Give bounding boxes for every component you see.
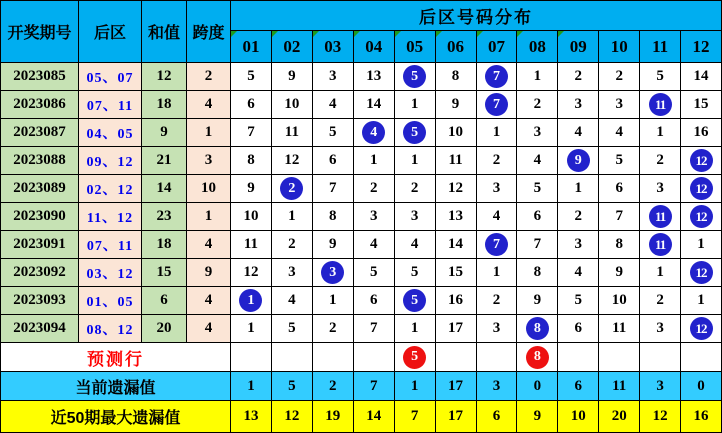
span-cell: 3 (187, 147, 231, 175)
drawn-number-ball: 12 (690, 149, 713, 172)
col-header-period: 开奖期号 (1, 1, 79, 63)
span-cell: 10 (187, 175, 231, 203)
distribution-cell: 1 (640, 119, 681, 147)
current-omission-cell: 0 (517, 372, 558, 401)
distribution-cell: 8 (517, 259, 558, 287)
number-column-header-10: 10 (599, 31, 640, 63)
max-omission-cell: 10 (558, 401, 599, 433)
number-column-header-07: 07 (477, 31, 518, 63)
distribution-cell (681, 315, 722, 343)
drawn-number-ball: 5 (403, 121, 426, 144)
max-omission-label: 近50期最大遗漏值 (1, 401, 231, 433)
distribution-cell: 10 (436, 119, 477, 147)
distribution-cell: 9 (231, 175, 272, 203)
distribution-cell: 3 (395, 203, 436, 231)
back-numbers-cell: 03、12 (79, 259, 142, 287)
distribution-cell: 10 (599, 287, 640, 315)
distribution-cell: 3 (599, 91, 640, 119)
distribution-cell: 2 (354, 175, 395, 203)
distribution-cell: 6 (558, 315, 599, 343)
distribution-cell: 7 (354, 315, 395, 343)
distribution-cell: 10 (231, 203, 272, 231)
drawn-number-ball: 7 (485, 233, 508, 256)
period-cell: 2023086 (1, 91, 79, 119)
distribution-cell: 17 (436, 315, 477, 343)
distribution-cell: 1 (231, 315, 272, 343)
prediction-row-label: 预测行 (1, 343, 231, 372)
sum-cell: 23 (142, 203, 187, 231)
distribution-cell (272, 175, 313, 203)
sum-cell: 6 (142, 287, 187, 315)
distribution-cell: 4 (313, 91, 354, 119)
distribution-cell: 11 (436, 147, 477, 175)
distribution-cell: 3 (640, 315, 681, 343)
distribution-cell: 6 (517, 203, 558, 231)
drawn-number-ball: 11 (649, 205, 672, 228)
prediction-cell (354, 343, 395, 372)
distribution-cell (354, 119, 395, 147)
period-cell: 2023085 (1, 63, 79, 91)
prediction-cell (272, 343, 313, 372)
number-column-header-06: 06 (436, 31, 477, 63)
distribution-cell: 5 (354, 259, 395, 287)
current-omission-cell: 7 (354, 372, 395, 401)
distribution-cell: 13 (436, 203, 477, 231)
distribution-cell: 10 (272, 91, 313, 119)
distribution-cell: 4 (354, 231, 395, 259)
distribution-cell: 1 (477, 259, 518, 287)
distribution-cell: 3 (477, 315, 518, 343)
max-omission-cell: 7 (395, 401, 436, 433)
distribution-cell: 4 (272, 287, 313, 315)
max-omission-cell: 13 (231, 401, 272, 433)
distribution-cell: 4 (599, 119, 640, 147)
distribution-cell: 3 (477, 175, 518, 203)
distribution-cell: 1 (681, 287, 722, 315)
distribution-cell: 6 (231, 91, 272, 119)
period-cell: 2023092 (1, 259, 79, 287)
distribution-cell (640, 203, 681, 231)
distribution-cell (231, 287, 272, 315)
current-omission-cell: 3 (640, 372, 681, 401)
col-header-sum: 和值 (142, 1, 187, 63)
distribution-cell: 15 (681, 91, 722, 119)
back-numbers-cell: 11、12 (79, 203, 142, 231)
distribution-cell: 13 (354, 63, 395, 91)
current-omission-label: 当前遗漏值 (1, 372, 231, 401)
sum-cell: 18 (142, 91, 187, 119)
distribution-cell (395, 63, 436, 91)
distribution-cell (517, 315, 558, 343)
distribution-cell: 5 (517, 175, 558, 203)
distribution-cell: 2 (395, 175, 436, 203)
distribution-cell: 6 (313, 147, 354, 175)
distribution-cell: 16 (681, 119, 722, 147)
distribution-cell: 1 (517, 63, 558, 91)
back-numbers-cell: 07、11 (79, 231, 142, 259)
span-cell: 2 (187, 63, 231, 91)
sum-cell: 12 (142, 63, 187, 91)
distribution-cell: 4 (558, 119, 599, 147)
distribution-cell: 11 (231, 231, 272, 259)
drawn-number-ball: 5 (403, 65, 426, 88)
distribution-cell: 2 (558, 63, 599, 91)
max-omission-cell: 19 (313, 401, 354, 433)
sum-cell: 15 (142, 259, 187, 287)
distribution-cell: 1 (558, 175, 599, 203)
number-column-header-03: 03 (313, 31, 354, 63)
number-column-header-04: 04 (354, 31, 395, 63)
distribution-cell: 4 (558, 259, 599, 287)
sum-cell: 21 (142, 147, 187, 175)
distribution-cell: 5 (395, 259, 436, 287)
period-cell: 2023090 (1, 203, 79, 231)
distribution-cell: 11 (599, 315, 640, 343)
distribution-cell: 9 (436, 91, 477, 119)
drawn-number-ball: 2 (280, 177, 303, 200)
distribution-cell: 8 (313, 203, 354, 231)
distribution-cell: 8 (599, 231, 640, 259)
distribution-cell: 1 (313, 287, 354, 315)
distribution-cell: 3 (558, 91, 599, 119)
distribution-cell: 1 (395, 147, 436, 175)
distribution-cell: 4 (517, 147, 558, 175)
distribution-cell: 6 (354, 287, 395, 315)
distribution-cell: 7 (599, 203, 640, 231)
distribution-cell: 2 (517, 91, 558, 119)
span-cell: 1 (187, 119, 231, 147)
max-omission-cell: 6 (477, 401, 518, 433)
distribution-cell: 9 (272, 63, 313, 91)
current-omission-cell: 17 (436, 372, 477, 401)
distribution-title: 后区号码分布 (231, 1, 722, 31)
prediction-cell (517, 343, 558, 372)
distribution-cell (477, 231, 518, 259)
distribution-cell: 7 (517, 231, 558, 259)
drawn-number-ball: 4 (362, 121, 385, 144)
number-column-header-01: 01 (231, 31, 272, 63)
distribution-cell: 14 (436, 231, 477, 259)
distribution-cell: 14 (681, 63, 722, 91)
number-column-header-08: 08 (517, 31, 558, 63)
col-header-back-numbers: 后区 (79, 1, 142, 63)
max-omission-cell: 9 (517, 401, 558, 433)
prediction-cell (395, 343, 436, 372)
drawn-number-ball: 3 (321, 261, 344, 284)
back-numbers-cell: 05、07 (79, 63, 142, 91)
number-column-header-11: 11 (640, 31, 681, 63)
distribution-cell (681, 147, 722, 175)
drawn-number-ball: 8 (526, 317, 549, 340)
distribution-cell: 15 (436, 259, 477, 287)
distribution-cell: 2 (558, 203, 599, 231)
drawn-number-ball: 9 (567, 149, 590, 172)
distribution-cell: 5 (599, 147, 640, 175)
period-cell: 2023088 (1, 147, 79, 175)
distribution-cell: 4 (477, 203, 518, 231)
distribution-cell: 1 (395, 91, 436, 119)
current-omission-cell: 3 (477, 372, 518, 401)
distribution-cell (395, 119, 436, 147)
span-cell: 9 (187, 259, 231, 287)
distribution-cell (681, 259, 722, 287)
drawn-number-ball: 5 (403, 289, 426, 312)
back-numbers-cell: 04、05 (79, 119, 142, 147)
distribution-cell: 1 (477, 119, 518, 147)
distribution-cell: 9 (599, 259, 640, 287)
prediction-cell (599, 343, 640, 372)
number-column-header-12: 12 (681, 31, 722, 63)
drawn-number-ball: 11 (649, 233, 672, 256)
number-column-header-09: 09 (558, 31, 599, 63)
distribution-cell: 12 (272, 147, 313, 175)
drawn-number-ball: 12 (690, 177, 713, 200)
current-omission-cell: 6 (558, 372, 599, 401)
distribution-cell: 11 (272, 119, 313, 147)
period-cell: 2023094 (1, 315, 79, 343)
back-numbers-cell: 01、05 (79, 287, 142, 315)
distribution-cell: 1 (640, 259, 681, 287)
distribution-cell: 7 (313, 175, 354, 203)
prediction-cell (681, 343, 722, 372)
back-numbers-cell: 07、11 (79, 91, 142, 119)
distribution-cell: 14 (354, 91, 395, 119)
prediction-cell (558, 343, 599, 372)
number-column-header-05: 05 (395, 31, 436, 63)
distribution-cell: 7 (231, 119, 272, 147)
distribution-cell: 9 (517, 287, 558, 315)
distribution-cell: 5 (313, 119, 354, 147)
distribution-cell: 3 (313, 63, 354, 91)
sum-cell: 14 (142, 175, 187, 203)
distribution-cell: 3 (558, 231, 599, 259)
prediction-cell (436, 343, 477, 372)
distribution-cell: 12 (231, 259, 272, 287)
distribution-cell: 2 (599, 63, 640, 91)
sum-cell: 18 (142, 231, 187, 259)
distribution-cell: 6 (599, 175, 640, 203)
span-cell: 1 (187, 203, 231, 231)
distribution-cell: 16 (436, 287, 477, 315)
distribution-cell (477, 91, 518, 119)
drawn-number-ball: 7 (485, 65, 508, 88)
distribution-cell: 8 (436, 63, 477, 91)
distribution-cell: 4 (395, 231, 436, 259)
period-cell: 2023091 (1, 231, 79, 259)
drawn-number-ball: 7 (485, 93, 508, 116)
distribution-cell: 3 (640, 175, 681, 203)
distribution-cell (640, 231, 681, 259)
distribution-cell: 1 (354, 147, 395, 175)
max-omission-cell: 16 (681, 401, 722, 433)
sum-cell: 9 (142, 119, 187, 147)
distribution-cell: 5 (231, 63, 272, 91)
distribution-cell (477, 63, 518, 91)
max-omission-cell: 12 (640, 401, 681, 433)
drawn-number-ball: 1 (239, 289, 262, 312)
back-numbers-cell: 09、12 (79, 147, 142, 175)
current-omission-cell: 0 (681, 372, 722, 401)
drawn-number-ball: 12 (690, 317, 713, 340)
prediction-cell (640, 343, 681, 372)
distribution-cell (395, 287, 436, 315)
distribution-cell: 2 (313, 315, 354, 343)
period-cell: 2023093 (1, 287, 79, 315)
drawn-number-ball: 12 (690, 205, 713, 228)
distribution-cell: 1 (272, 203, 313, 231)
max-omission-cell: 17 (436, 401, 477, 433)
current-omission-cell: 2 (313, 372, 354, 401)
drawn-number-ball: 12 (690, 261, 713, 284)
period-cell: 2023087 (1, 119, 79, 147)
col-header-span: 跨度 (187, 1, 231, 63)
period-cell: 2023089 (1, 175, 79, 203)
predicted-number-ball: 5 (403, 346, 426, 369)
prediction-cell (477, 343, 518, 372)
distribution-cell: 5 (272, 315, 313, 343)
predicted-number-ball: 8 (526, 346, 549, 369)
span-cell: 4 (187, 315, 231, 343)
prediction-cell (231, 343, 272, 372)
distribution-cell: 2 (640, 147, 681, 175)
distribution-cell (681, 203, 722, 231)
distribution-cell (313, 259, 354, 287)
distribution-cell: 3 (517, 119, 558, 147)
current-omission-cell: 1 (395, 372, 436, 401)
distribution-cell: 9 (313, 231, 354, 259)
distribution-cell: 5 (640, 63, 681, 91)
max-omission-cell: 20 (599, 401, 640, 433)
back-numbers-cell: 08、12 (79, 315, 142, 343)
distribution-cell: 1 (681, 231, 722, 259)
distribution-cell (558, 147, 599, 175)
current-omission-cell: 5 (272, 372, 313, 401)
distribution-cell: 2 (477, 287, 518, 315)
current-omission-cell: 1 (231, 372, 272, 401)
span-cell: 4 (187, 91, 231, 119)
span-cell: 4 (187, 287, 231, 315)
back-numbers-cell: 02、12 (79, 175, 142, 203)
distribution-cell: 1 (395, 315, 436, 343)
sum-cell: 20 (142, 315, 187, 343)
drawn-number-ball: 11 (649, 93, 672, 116)
max-omission-cell: 12 (272, 401, 313, 433)
prediction-cell (313, 343, 354, 372)
distribution-cell: 2 (272, 231, 313, 259)
current-omission-cell: 11 (599, 372, 640, 401)
number-column-header-02: 02 (272, 31, 313, 63)
max-omission-cell: 14 (354, 401, 395, 433)
span-cell: 4 (187, 231, 231, 259)
distribution-cell: 8 (231, 147, 272, 175)
distribution-cell: 3 (272, 259, 313, 287)
distribution-cell: 2 (640, 287, 681, 315)
distribution-cell: 2 (477, 147, 518, 175)
distribution-cell: 12 (436, 175, 477, 203)
distribution-cell (640, 91, 681, 119)
distribution-cell: 3 (354, 203, 395, 231)
distribution-cell: 5 (558, 287, 599, 315)
distribution-cell (681, 175, 722, 203)
